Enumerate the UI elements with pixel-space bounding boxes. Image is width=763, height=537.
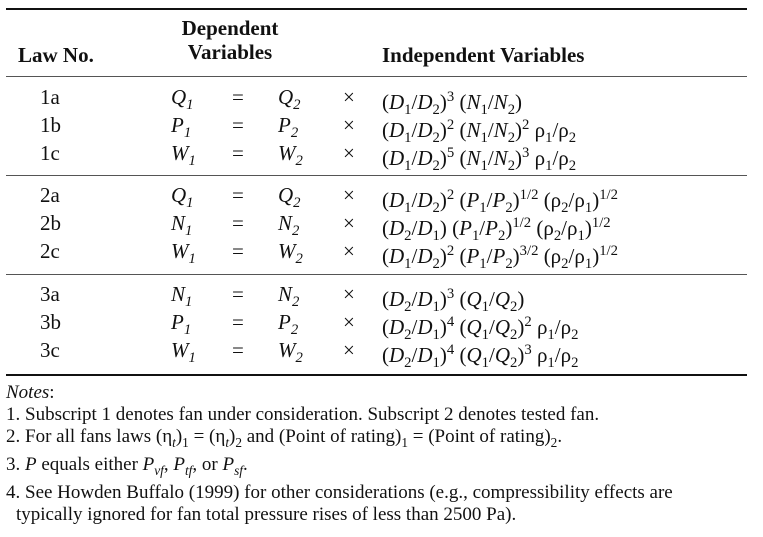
independent-variables: $(D_1/D_2)^5$ $(N_1/N_2)^3$ $\rho_1/\rho_2$ xyxy=(382,145,577,175)
times-sign: × xyxy=(343,85,355,109)
law-number: 1c xyxy=(40,141,60,165)
independent-variables: $(D_2/D_1)$ $(P_1/P_2)^{1/2}$ $(\rho_2/\rho_1)^{1/2}$ xyxy=(382,215,611,245)
bottom-rule xyxy=(6,374,747,376)
dependent-rhs: $P_2$ xyxy=(278,310,299,339)
equals-sign: = xyxy=(232,211,244,235)
header-law-no: Law No. xyxy=(18,43,94,67)
law-number: 3a xyxy=(40,282,60,306)
equals-sign: = xyxy=(232,310,244,334)
law-number: 3c xyxy=(40,338,60,362)
dependent-rhs: $Q_2$ xyxy=(278,183,301,212)
dependent-rhs: $W_2$ xyxy=(278,239,303,268)
note-3: 3. P equals either $P_{vf}$, $P_{tf}$, or $P_{sf}$. xyxy=(6,453,248,478)
dependent-lhs: $Q_1$ xyxy=(171,85,194,114)
dependent-lhs: $Q_1$ xyxy=(171,183,194,212)
dependent-lhs: $N_1$ xyxy=(171,282,193,311)
independent-variables: $(D_1/D_2)^2$ $(P_1/P_2)^{1/2}$ $(\rho_2/\rho_1)^{1/2}$ xyxy=(382,187,618,217)
dependent-rhs: $N_2$ xyxy=(278,211,300,240)
header-rule xyxy=(6,76,747,77)
law-number: 2c xyxy=(40,239,60,263)
dependent-rhs: $N_2$ xyxy=(278,282,300,311)
law-number: 1b xyxy=(40,113,61,137)
times-sign: × xyxy=(343,183,355,207)
equals-sign: = xyxy=(232,141,244,165)
independent-variables: $(D_2/D_1)^3$ $(Q_1/Q_2)$ xyxy=(382,286,525,316)
dependent-rhs: $W_2$ xyxy=(278,141,303,170)
equals-sign: = xyxy=(232,113,244,137)
header-dependent-line1: Dependent xyxy=(181,16,279,40)
independent-variables: $(D_1/D_2)^2$ $(P_1/P_2)^{3/2}$ $(\rho_2/\rho_1)^{1/2}$ xyxy=(382,243,618,273)
top-rule xyxy=(6,8,747,10)
independent-variables: $(D_1/D_2)^3$ $(N_1/N_2)$ xyxy=(382,89,523,119)
dependent-lhs: $P_1$ xyxy=(171,310,192,339)
times-sign: × xyxy=(343,239,355,263)
times-sign: × xyxy=(343,141,355,165)
table-row xyxy=(0,337,763,372)
note-4-continued: typically ignored for fan total pressure rises of less than 2500 Pa). xyxy=(16,503,517,525)
table-row xyxy=(0,238,763,273)
dependent-lhs: $N_1$ xyxy=(171,211,193,240)
notes-section xyxy=(6,382,761,526)
group-rule xyxy=(6,274,747,275)
law-number: 1a xyxy=(40,85,60,109)
table-row xyxy=(0,210,763,245)
header-independent-variables: Independent Variables xyxy=(382,43,585,67)
note-4: 4. See Howden Buffalo (1999) for other considerations (e.g., compressibility effects are xyxy=(6,481,673,503)
times-sign: × xyxy=(343,211,355,235)
dependent-rhs: $P_2$ xyxy=(278,113,299,142)
table-row xyxy=(0,112,763,147)
dependent-lhs: $W_1$ xyxy=(171,338,196,367)
independent-variables: $(D_2/D_1)^4$ $(Q_1/Q_2)^3$ $\rho_1/\rho_2$ xyxy=(382,342,579,372)
table-row xyxy=(0,281,763,316)
header-dependent-variables xyxy=(160,16,300,64)
header-dependent-line2: Variables xyxy=(187,40,273,64)
note-2: 2. For all fans laws $(\eta_t)_1 = (\eta_t)_2$ and (Point of $rating)_1$ = (Point of $rating)_2$. xyxy=(6,426,563,450)
times-sign: × xyxy=(343,282,355,306)
law-number: 2b xyxy=(40,211,61,235)
equals-sign: = xyxy=(232,239,244,263)
equals-sign: = xyxy=(232,282,244,306)
group-rule xyxy=(6,175,747,176)
table-row xyxy=(0,84,763,119)
table-row xyxy=(0,182,763,217)
law-number: 3b xyxy=(40,310,61,334)
equals-sign: = xyxy=(232,85,244,109)
equals-sign: = xyxy=(232,183,244,207)
equals-sign: = xyxy=(232,338,244,362)
notes-title-text: Notes xyxy=(6,382,50,403)
times-sign: × xyxy=(343,310,355,334)
dependent-rhs: $Q_2$ xyxy=(278,85,301,114)
law-number: 2a xyxy=(40,183,60,207)
table-row xyxy=(0,309,763,344)
dependent-lhs: $W_1$ xyxy=(171,239,196,268)
notes-title: Notes: xyxy=(6,382,55,403)
independent-variables: $(D_2/D_1)^4$ $(Q_1/Q_2)^2$ $\rho_1/\rho_2$ xyxy=(382,314,579,344)
times-sign: × xyxy=(343,113,355,137)
dependent-lhs: $W_1$ xyxy=(171,141,196,170)
independent-variables: $(D_1/D_2)^2$ $(N_1/N_2)^2$ $\rho_1/\rho_2$ xyxy=(382,117,577,147)
note-1: 1. Subscript 1 denotes fan under consideration. Subscript 2 denotes tested fan. xyxy=(6,404,600,425)
dependent-lhs: $P_1$ xyxy=(171,113,192,142)
times-sign: × xyxy=(343,338,355,362)
dependent-rhs: $W_2$ xyxy=(278,338,303,367)
table-row xyxy=(0,140,763,175)
